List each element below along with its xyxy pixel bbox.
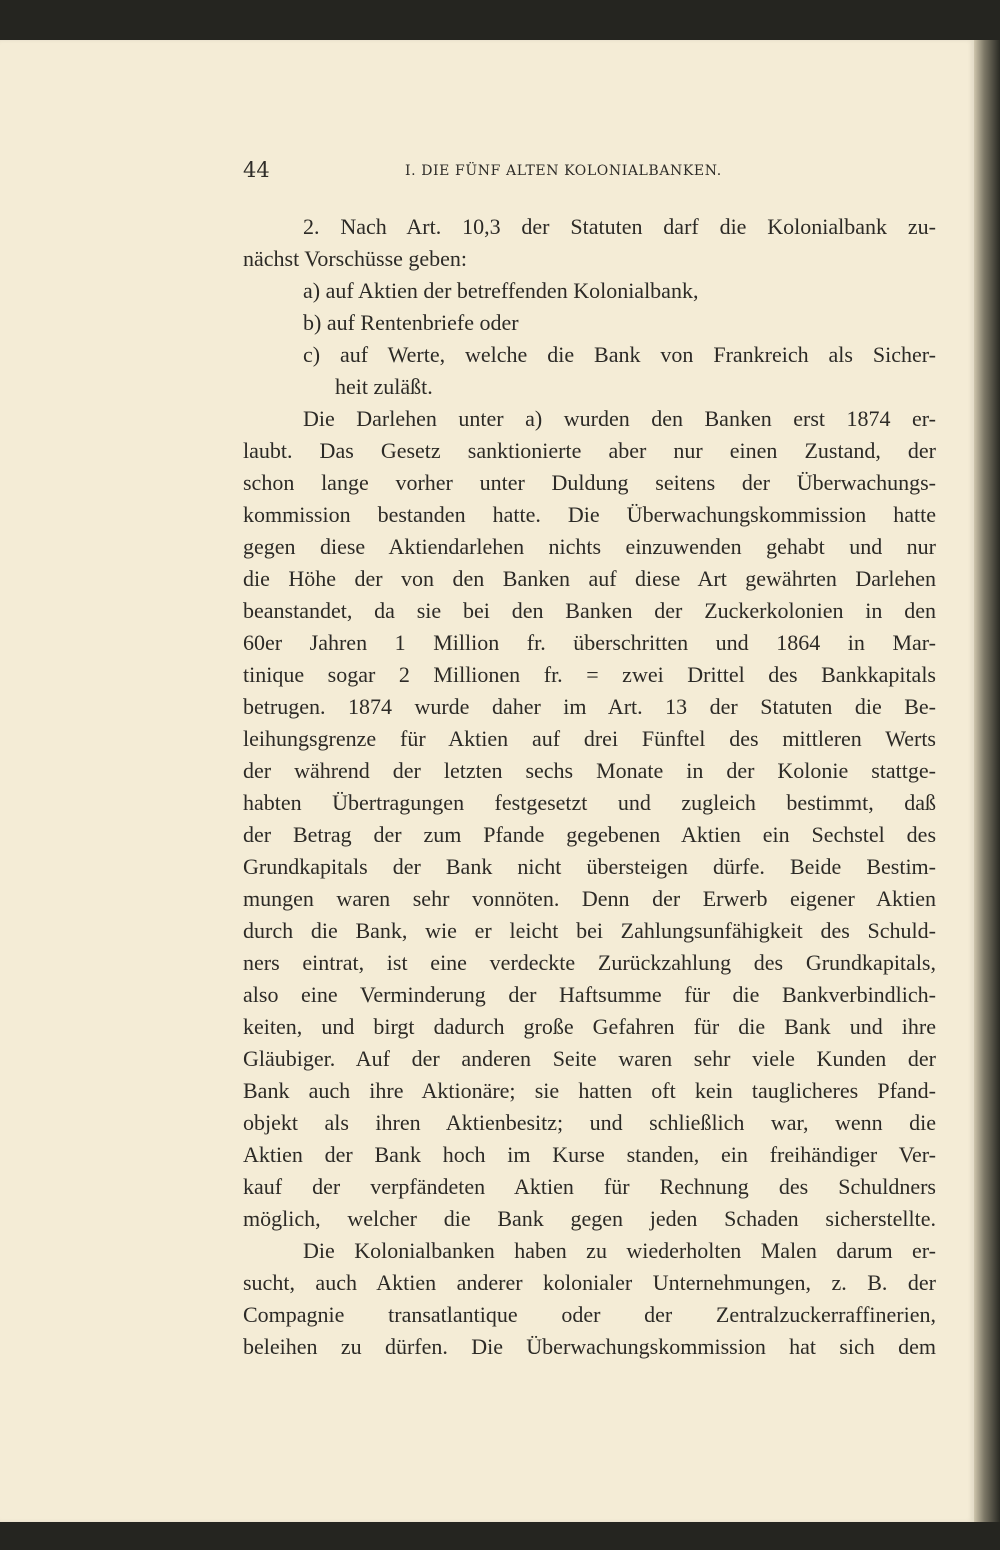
text-line: 2. Nach Art. 10,3 der Statuten darf die Kolonialbank zu- <box>303 214 936 239</box>
text-line: beanstandet, da sie bei den Banken der Zuckerkolonien in den <box>243 598 936 623</box>
text-line: heit zuläßt. <box>335 374 433 399</box>
text-line: kauf der verpfändeten Aktien für Rechnung des Schuldners <box>243 1174 936 1199</box>
text-line: habten Übertragungen festgesetzt und zugleich bestimmt, daß <box>243 790 936 815</box>
text-line: also eine Verminderung der Haftsumme für die Bankverbindlich- <box>243 982 936 1007</box>
text-line: c) auf Werte, welche die Bank von Frankreich als Sicher- <box>303 342 936 367</box>
text-line: sucht, auch Aktien anderer kolonialer Unternehmungen, z. B. der <box>243 1270 936 1295</box>
page-number: 44 <box>243 158 270 182</box>
text-line: mungen waren sehr vonnöten. Denn der Erwerb eigener Aktien <box>243 886 936 911</box>
text-line: Grundkapitals der Bank nicht übersteigen dürfe. Beide Bestim- <box>243 854 936 879</box>
text-line: möglich, welcher die Bank gegen jeden Schaden sicherstellte. <box>243 1206 936 1231</box>
text-line: ners eintrat, ist eine verdeckte Zurückzahlung des Grundkapitals, <box>243 950 936 975</box>
running-head <box>243 158 936 186</box>
text-line: der während der letzten sechs Monate in der Kolonie stattge- <box>243 758 936 783</box>
text-line: die Höhe der von den Banken auf diese Art gewährten Darlehen <box>243 566 936 591</box>
text-line: durch die Bank, wie er leicht bei Zahlungsunfähigkeit des Schuld- <box>243 918 936 943</box>
scan-border-top <box>0 0 1000 40</box>
text-line: betrugen. 1874 wurde daher im Art. 13 der Statuten die Be- <box>243 694 936 719</box>
body-text <box>243 210 936 1380</box>
text-line: beleihen zu dürfen. Die Überwachungskommission hat sich dem <box>243 1334 936 1359</box>
text-line: kommission bestanden hatte. Die Überwachungskommission hatte <box>243 502 936 527</box>
text-line: 60er Jahren 1 Million fr. überschritten und 1864 in Mar- <box>243 630 936 655</box>
running-title: I. DIE FÜNF ALTEN KOLONIALBANKEN. <box>405 163 722 179</box>
text-line: b) auf Rentenbriefe oder <box>303 310 519 335</box>
text-line: gegen diese Aktiendarlehen nichts einzuwenden gehabt und nur <box>243 534 936 559</box>
text-line: der Betrag der zum Pfande gegebenen Aktien ein Sechstel des <box>243 822 936 847</box>
text-line: Die Kolonialbanken haben zu wiederholten Malen darum er- <box>303 1238 936 1263</box>
text-line: Compagnie transatlantique oder der Zentralzuckerraffinerien, <box>243 1302 936 1327</box>
text-line: Bank auch ihre Aktionäre; sie hatten oft kein tauglicheres Pfand- <box>243 1078 936 1103</box>
text-line: objekt als ihren Aktienbesitz; und schließlich war, wenn die <box>243 1110 936 1135</box>
text-line: schon lange vorher unter Duldung seitens der Überwachungs- <box>243 470 936 495</box>
text-line: a) auf Aktien der betreffenden Kolonialbank, <box>303 278 699 303</box>
text-line: laubt. Das Gesetz sanktionierte aber nur einen Zustand, der <box>243 438 936 463</box>
text-line: Aktien der Bank hoch im Kurse standen, ein freihändiger Ver- <box>243 1142 936 1167</box>
page-edge-shadow <box>974 40 1000 1522</box>
text-line: nächst Vorschüsse geben: <box>243 246 468 271</box>
text-line: Gläubiger. Auf der anderen Seite waren sehr viele Kunden der <box>243 1046 936 1071</box>
text-line: keiten, und birgt dadurch große Gefahren für die Bank und ihre <box>243 1014 936 1039</box>
scan-border-bottom <box>0 1522 1000 1550</box>
text-line: Die Darlehen unter a) wurden den Banken erst 1874 er- <box>303 406 936 431</box>
text-line: leihungsgrenze für Aktien auf drei Fünftel des mittleren Werts <box>243 726 936 751</box>
text-line: tinique sogar 2 Millionen fr. = zwei Drittel des Bankkapitals <box>243 662 936 687</box>
